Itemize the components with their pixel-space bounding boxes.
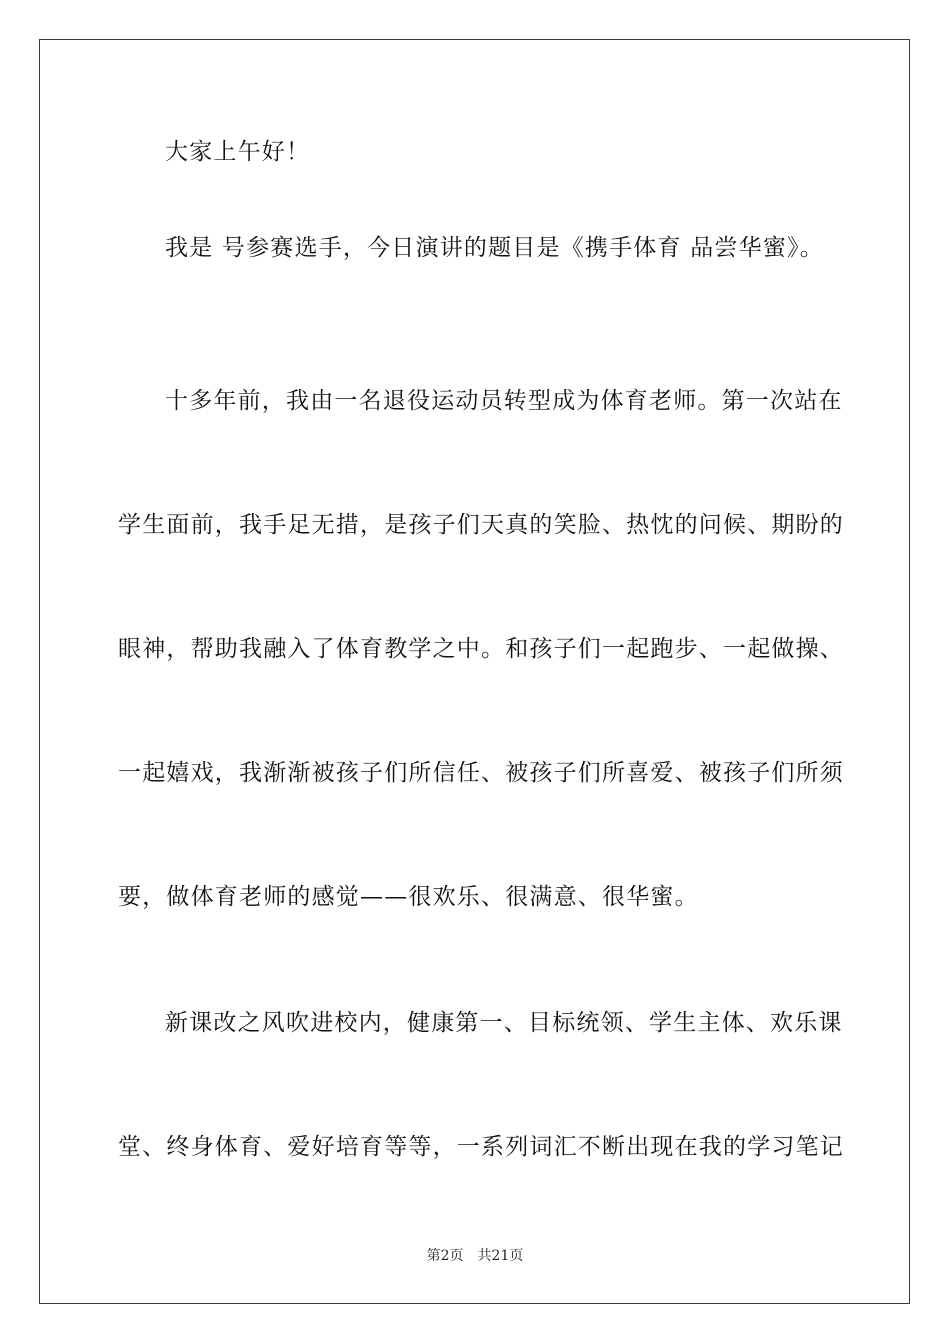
paragraph-line: 学生面前，我手足无措，是孩子们天真的笑脸、热忱的问候、期盼的 [118,512,844,538]
paragraph-line: 堂、终身体育、爱好培育等等，一系列词汇不断出现在我的学习笔记 [118,1134,844,1160]
paragraph-line: 十多年前，我由一名退役运动员转型成为体育老师。第一次站在 [165,388,843,414]
page-footer [0,1247,950,1265]
paragraph-line: 眼神，帮助我融入了体育教学之中。和孩子们一起跑步、一起做操、 [118,636,844,662]
paragraph-introduction: 我是 号参赛选手，今日演讲的题目是《携手体育 品尝华蜜》。 [165,235,824,261]
page-border [39,39,910,1304]
paragraph-line: 新课改之风吹进校内，健康第一、目标统领、学生主体、欢乐课 [165,1010,843,1036]
paragraph-greeting: 大家上午好！ [165,139,311,165]
total-pages: 共21页 [477,1248,524,1264]
page-number: 第2页 [426,1248,464,1264]
paragraph-line: 要，做体育老师的感觉——很欢乐、很满意、很华蜜。 [118,884,699,910]
paragraph-line: 一起嬉戏，我渐渐被孩子们所信任、被孩子们所喜爱、被孩子们所须 [118,760,844,786]
